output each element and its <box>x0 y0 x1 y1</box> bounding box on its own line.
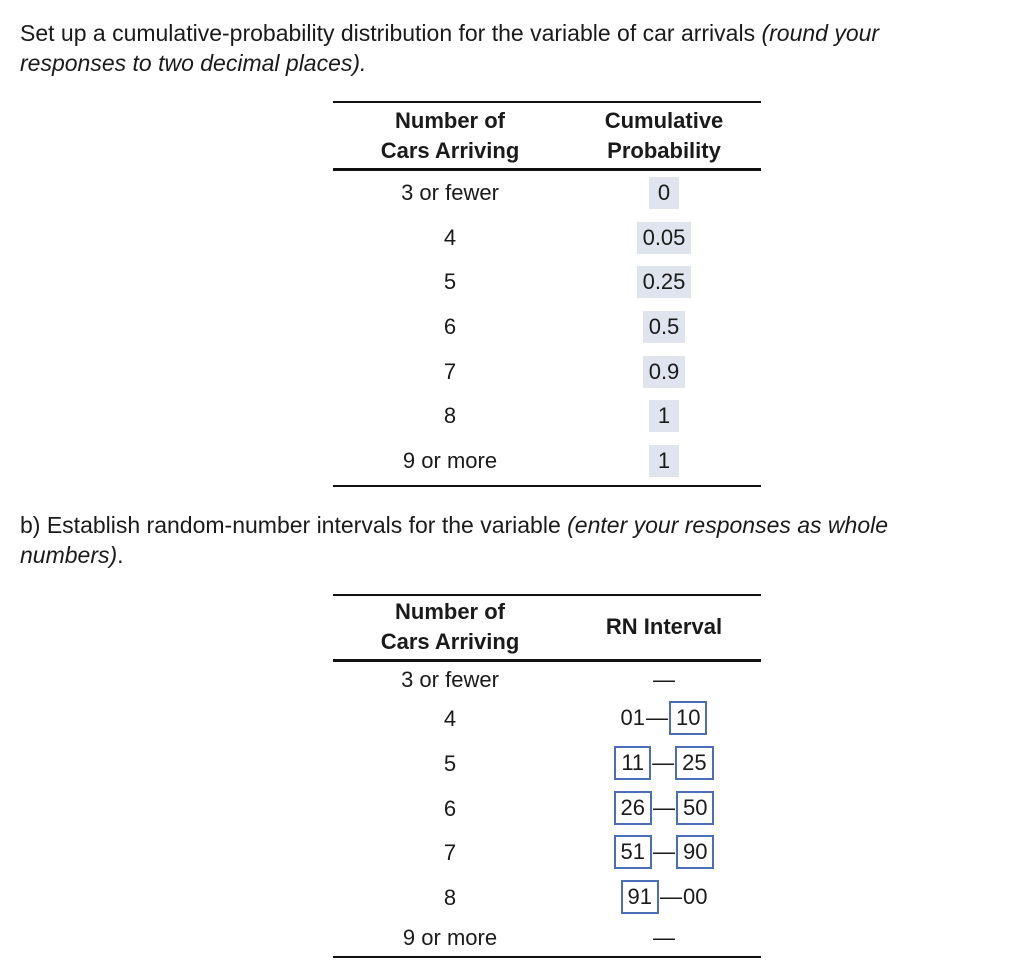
table-row-cars: 8 <box>443 885 457 910</box>
answer-field[interactable]: 0 <box>649 177 679 209</box>
interval-low-text: 01 <box>620 705 645 730</box>
header-line: Cumulative <box>604 108 724 133</box>
question-b-tail: . <box>117 542 124 568</box>
table-row-cars: 5 <box>443 269 457 294</box>
answer-field[interactable]: 0.5 <box>643 311 686 343</box>
interval-separator: — <box>646 705 668 730</box>
interval-high-text: 00 <box>683 884 708 909</box>
question-b-main: b) Establish random-number intervals for the variable <box>20 512 568 538</box>
cumulative-probability-table <box>333 101 761 491</box>
table-row-cars: 5 <box>443 751 457 776</box>
question-a-main: Set up a cumulative-probability distribution for the variable of car arrivals <box>20 20 762 46</box>
interval-low-input[interactable]: 11 <box>614 746 651 780</box>
table-row-cars: 4 <box>443 225 457 250</box>
table-row-value <box>567 222 761 254</box>
table-bottom-rule <box>333 485 761 487</box>
rn-interval-row <box>567 745 761 781</box>
interval-high-input[interactable]: 90 <box>676 835 714 869</box>
interval-separator: — <box>653 839 675 864</box>
table-row-cars: 6 <box>443 314 457 339</box>
interval-low-input[interactable]: 26 <box>614 791 652 825</box>
table-row-cars: 8 <box>443 403 457 428</box>
table-row-value <box>567 356 761 388</box>
header-line: Number of <box>395 599 505 624</box>
table-row-cars: 3 or fewer <box>401 180 499 205</box>
header-cumulative-probability <box>567 106 761 166</box>
question-a-text <box>20 18 980 78</box>
rn-interval-row <box>567 790 761 826</box>
interval-text: — <box>653 667 675 692</box>
table-top-rule <box>333 594 761 596</box>
table-row-cars: 9 or more <box>402 925 498 950</box>
rn-interval-row <box>567 879 761 915</box>
table-row-cars: 3 or fewer <box>401 667 499 692</box>
answer-field[interactable]: 1 <box>649 445 679 477</box>
header-number-of-cars <box>333 597 567 657</box>
table-row-cars: 7 <box>443 359 457 384</box>
answer-field[interactable]: 0.25 <box>637 266 692 298</box>
answer-field[interactable]: 1 <box>649 400 679 432</box>
rn-interval-table <box>333 594 761 964</box>
header-line: Cars Arriving <box>380 138 520 163</box>
table-row-value <box>567 311 761 343</box>
rn-interval-row <box>567 834 761 870</box>
table-header-rule <box>333 168 761 171</box>
interval-high-input[interactable]: 25 <box>675 746 713 780</box>
header-number-of-cars <box>333 106 567 166</box>
header-line: Probability <box>607 138 721 163</box>
table-row-value <box>567 400 761 432</box>
answer-field[interactable]: 0.9 <box>643 356 686 388</box>
header-rn-interval: RN Interval <box>605 614 723 639</box>
header-line: Number of <box>395 108 505 133</box>
interval-separator: — <box>660 884 682 909</box>
header-line: Cars Arriving <box>380 629 520 654</box>
rn-interval-row <box>567 662 761 698</box>
table-bottom-rule <box>333 956 761 958</box>
question-a-emphasis: (round your responses to two decimal places). <box>20 20 880 76</box>
table-row-cars: 6 <box>443 796 457 821</box>
table-row-cars: 9 or more <box>402 448 498 473</box>
interval-high-input[interactable]: 10 <box>669 701 707 735</box>
table-top-rule <box>333 101 761 103</box>
interval-text: — <box>653 925 675 950</box>
rn-interval-row <box>567 920 761 956</box>
interval-low-input[interactable]: 91 <box>621 880 659 914</box>
table-row-value <box>567 266 761 298</box>
table-row-value <box>567 177 761 209</box>
interval-low-input[interactable]: 51 <box>614 835 652 869</box>
answer-field[interactable]: 0.05 <box>637 222 692 254</box>
interval-high-input[interactable]: 50 <box>676 791 714 825</box>
table-row-cars: 7 <box>443 840 457 865</box>
question-b-text <box>20 510 980 570</box>
table-row-value <box>567 445 761 477</box>
interval-separator: — <box>652 750 675 775</box>
table-row-cars: 4 <box>443 706 457 731</box>
question-b-emphasis: (enter your responses as whole numbers) <box>20 512 889 568</box>
rn-interval-row <box>567 700 761 736</box>
interval-separator: — <box>653 795 675 820</box>
